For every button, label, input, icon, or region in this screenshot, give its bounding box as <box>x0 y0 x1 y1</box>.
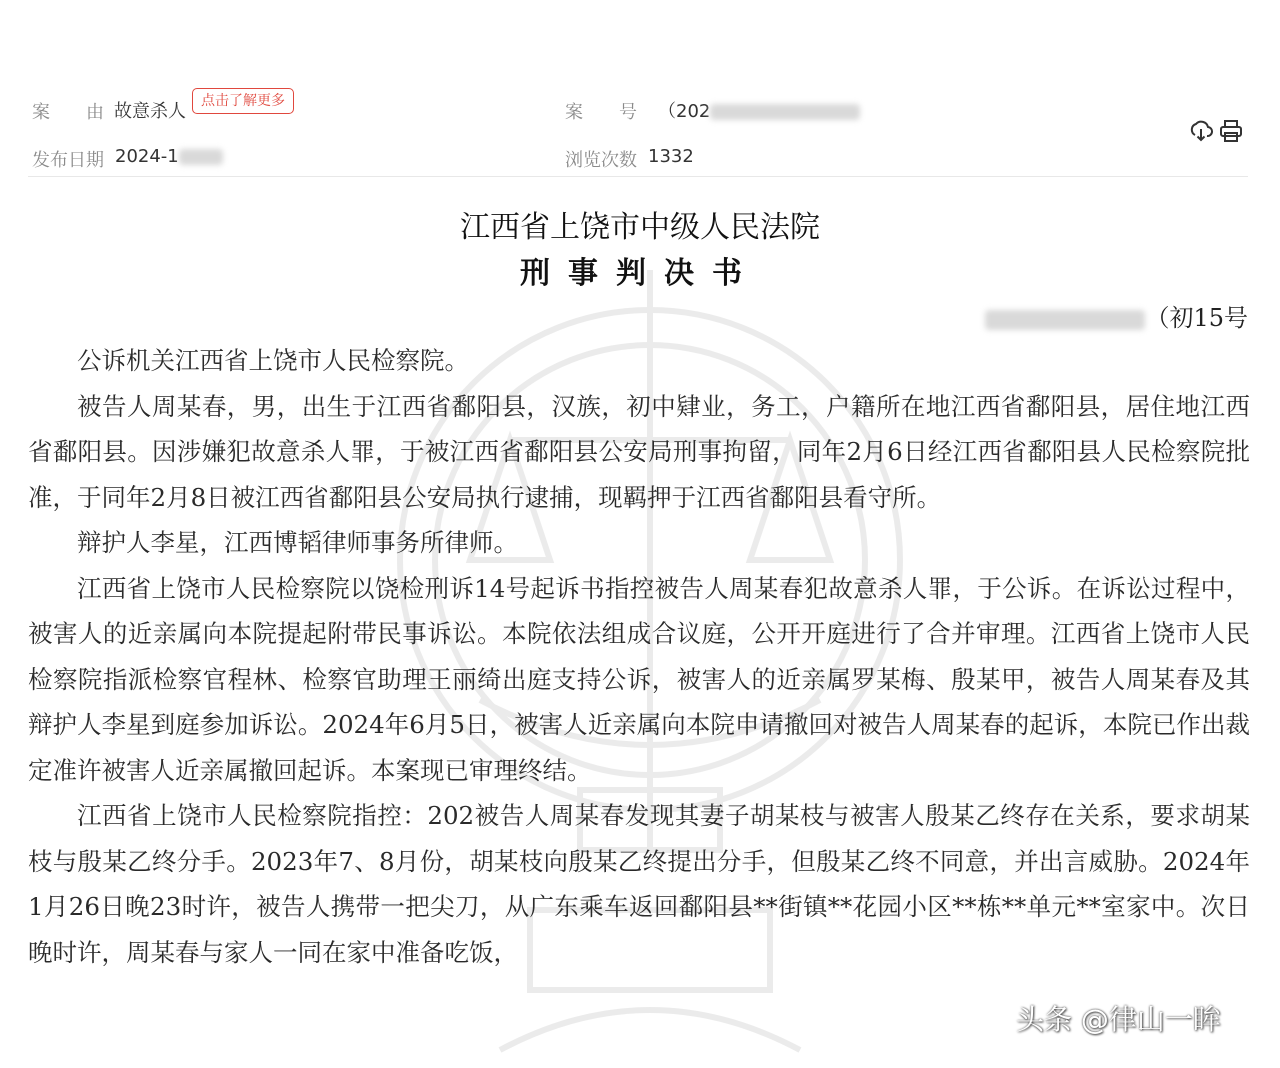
paragraph-procedure: 江西省上饶市人民检察院以饶检刑诉14号起诉书指控被告人周某春犯故意杀人罪，于公诉。在诉讼过程中，被害人的近亲属向本院提起附带民事诉讼。本院依法组成合议庭，公开开庭进行了合并审理。江西省上饶市人民检察院指派检察官程林、检察官助理王丽绮出庭支持公诉，被害人的近亲属罗某梅、殷某甲，被告人周某春及其辩护人李星到庭参加诉讼。2024年6月5日，被害人近亲属向本院申请撤回对被告人周某春的起诉，本院已作出裁定准许被害人近亲属撤回起诉。本案现已审理终结。 <box>28 573 1250 785</box>
publish-date-text: 2024-1 <box>115 146 179 167</box>
paragraph-defender: 辩护人李星，江西博韬律师事务所律师。 <box>77 528 518 557</box>
download-icon[interactable] <box>1188 118 1214 144</box>
paragraph-defendant: 被告人周某春，男，出生于江西省鄱阳县，汉族，初中肄业，务工，户籍所在地江西省鄱阳县，居住地江西省鄱阳县。因涉嫌犯故意杀人罪，于被江西省鄱阳县公安局刑事拘留，同年2月6日经江西省鄱阳县人民检察院批准，于同年2月8日被江西省鄱阳县公安局执行逮捕，现羁押于江西省鄱阳县看守所。 <box>28 391 1250 512</box>
views-value: 1332 <box>648 146 694 167</box>
case-number-text: （202 <box>658 101 711 122</box>
court-title: 江西省上饶市中级人民法院 <box>460 210 820 245</box>
judgment-body <box>28 338 1250 975</box>
document-title: 刑事判决书 <box>520 256 760 291</box>
case-number-label: 案 号 <box>565 102 637 123</box>
case-cause-value: 故意杀人 <box>114 101 186 122</box>
publish-date-value <box>115 146 223 167</box>
case-number-value <box>658 97 860 123</box>
publish-date-redaction <box>179 149 223 165</box>
print-icon[interactable] <box>1218 118 1244 144</box>
case-number-redaction-block <box>985 310 1145 330</box>
document-case-number <box>985 298 1248 333</box>
header-divider <box>28 176 1248 177</box>
views-label: 浏览次数 <box>565 150 637 171</box>
toutiao-watermark: 头条 @律山一眸 <box>1016 1003 1221 1036</box>
publish-date-label: 发布日期 <box>32 150 104 171</box>
case-number-redaction <box>710 104 860 120</box>
case-number-suffix: （初15号 <box>1145 304 1248 332</box>
paragraph-allegation: 江西省上饶市人民检察院指控：202被告人周某春发现其妻子胡某枝与被害人殷某乙终存在关系，要求胡某枝与殷某乙终分手。2023年7、8月份，胡某枝向殷某乙终提出分手，但殷某乙终不同意，并出言威胁。2024年1月26日晚23时许，被告人携带一把尖刀，从广东乘车返回鄱阳县**街镇**花园小区**栋**单元**室家中。次日晚时许，周某春与家人一同在家中准备吃饭， <box>28 801 1250 967</box>
case-cause-label: 案 由 <box>32 102 104 123</box>
paragraph-prosecutor: 公诉机关江西省上饶市人民检察院。 <box>77 346 469 375</box>
learn-more-button[interactable]: 点击了解更多 <box>192 88 294 114</box>
